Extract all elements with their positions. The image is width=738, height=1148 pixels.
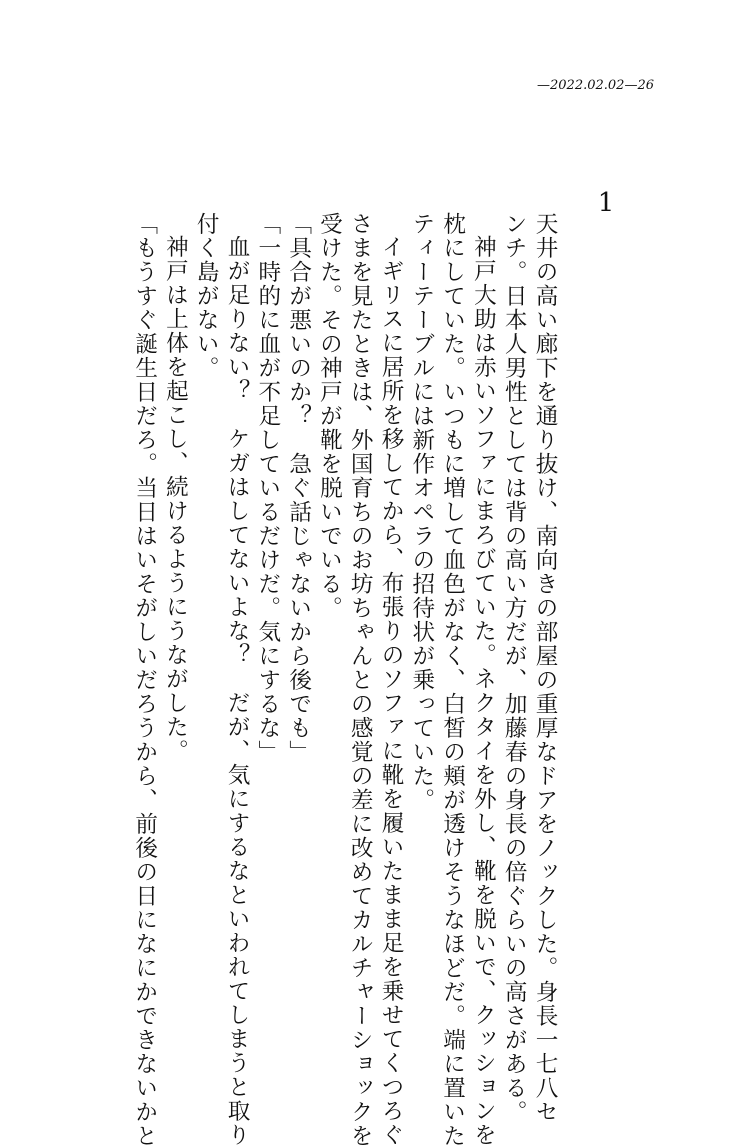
body-text (129, 212, 560, 1148)
text-line: 枕にしていた。いつもに増して血色がなく、白皙の頬が透けそうなほどだ。端に置いた (439, 212, 466, 1148)
page-header-date-number: —2022.02.02—26 (537, 78, 654, 93)
chapter-number: 1 (597, 188, 615, 218)
text-line: イギリスに居所を移してから、布張りのソファに靴を履いたまま足を乗せてくつろぐ (378, 234, 405, 1147)
text-line: 「一時的に血が不足しているだけだ。気にするな」 (254, 212, 281, 764)
text-line: 付く島がない。 (193, 212, 220, 380)
text-line: 神戸は上体を起こし、続けるようにうながした。 (162, 234, 189, 763)
text-line: 受けた。その神戸が靴を脱いでいる。 (316, 212, 343, 620)
text-line: 「具合が悪いのか？ 急ぐ話じゃないから後でも」 (285, 212, 312, 764)
text-line: さまを見たときは、外国育ちのお坊ちゃんとの感覚の差に改めてカルチャーショックを (347, 212, 374, 1148)
text-line: 血が足りない？ ケガはしてないよな？ だが、気にするなといわれてしまうと取り (224, 234, 251, 1147)
text-line: ンチ。日本人男性としては背の高い方だが、加藤春の身長の倍ぐらいの高さがある。 (501, 212, 528, 1124)
text-line: 神戸大助は赤いソファにまろびていた。ネクタイを外し、靴を脱いで、クッションを (470, 234, 497, 1147)
text-line: 天井の高い廊下を通り抜け、南向きの部屋の重厚なドアをノックした。身長一七八セ (532, 212, 558, 1124)
text-line: 「もうすぐ誕生日だろ。当日はいそがしいだろうから、前後の日になにかできないかと (131, 212, 158, 1148)
text-line: ティーテーブルには新作オペラの招待状が乗っていた。 (408, 212, 435, 812)
